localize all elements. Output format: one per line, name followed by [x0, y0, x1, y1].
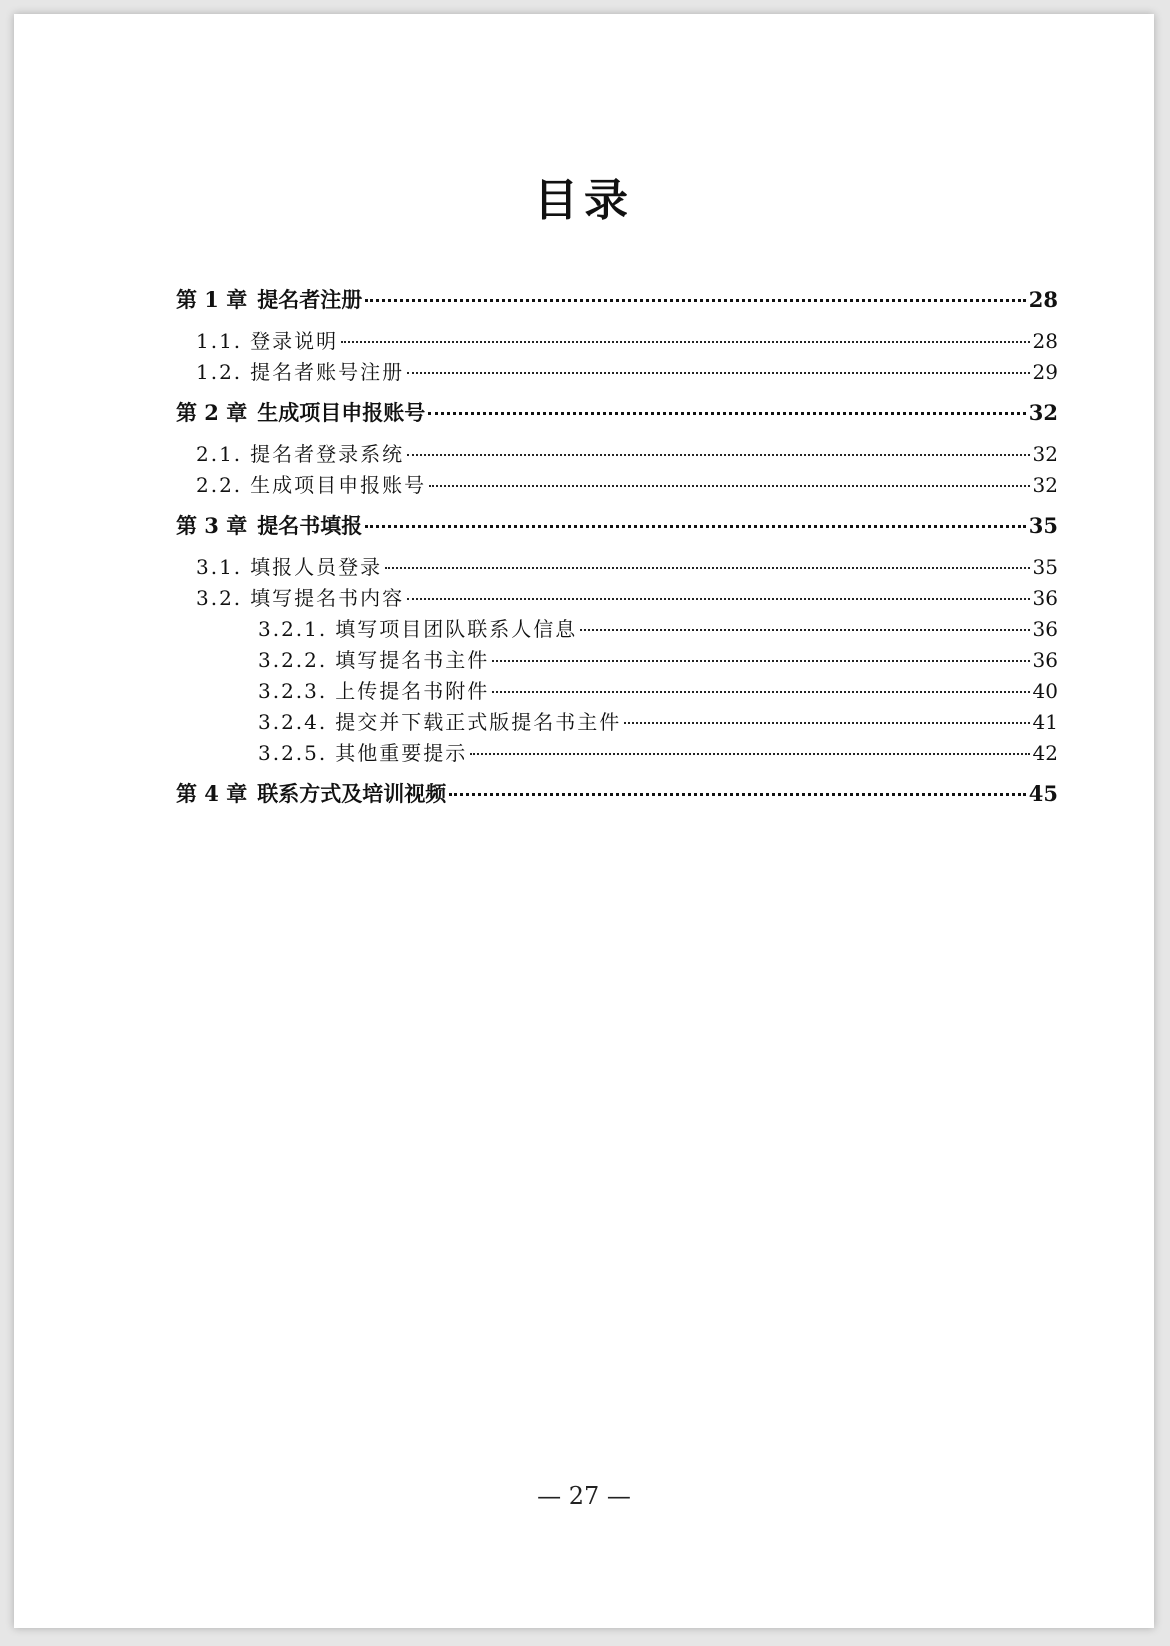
toc-section-entry[interactable]	[176, 737, 1058, 768]
toc-chapter-entry[interactable]	[176, 778, 1058, 809]
toc-entry-title: 填写提名书主件	[335, 648, 490, 672]
toc-section-entry[interactable]	[176, 644, 1058, 675]
toc-entry-page: 36	[1032, 617, 1058, 641]
toc-entry-number: 2.1.	[196, 442, 243, 466]
toc-entry-title: 联系方式及培训视频	[257, 781, 447, 806]
toc-section-entry[interactable]	[176, 325, 1058, 356]
toc-entry-number: 第 1 章	[176, 287, 248, 312]
toc-entry-page: 36	[1032, 648, 1058, 672]
toc-entry-title: 提名者账号注册	[250, 360, 405, 384]
toc-entry-number: 3.2.4.	[258, 710, 328, 734]
toc-entry-title: 登录说明	[250, 329, 339, 353]
toc-entry-title: 上传提名书附件	[335, 679, 490, 703]
toc-entry-page: 28	[1032, 329, 1058, 353]
toc-chapter-entry[interactable]	[176, 284, 1058, 315]
table-of-contents	[176, 284, 1058, 809]
toc-section-entry[interactable]	[176, 675, 1058, 706]
toc-entry-number: 3.2.2.	[258, 648, 328, 672]
toc-entry-title: 提名者登录系统	[250, 442, 405, 466]
toc-leader-dots	[449, 793, 1026, 796]
toc-entry-page: 28	[1028, 287, 1058, 312]
toc-entry-number: 3.1.	[196, 555, 243, 579]
toc-leader-dots	[407, 454, 1029, 456]
toc-entry-page: 36	[1032, 586, 1058, 610]
toc-entry-title: 填报人员登录	[250, 555, 383, 579]
toc-leader-dots	[385, 567, 1029, 569]
toc-entry-page: 42	[1032, 741, 1058, 765]
toc-entry-number: 第 4 章	[176, 781, 248, 806]
toc-entry-title: 提交并下载正式版提名书主件	[335, 710, 622, 734]
toc-section-entry[interactable]	[176, 469, 1058, 500]
toc-entry-title: 提名书填报	[257, 513, 363, 538]
toc-title: 目录	[534, 175, 634, 226]
toc-entry-title: 生成项目申报账号	[250, 473, 427, 497]
toc-leader-dots	[624, 722, 1029, 724]
toc-entry-number: 3.2.5.	[258, 741, 328, 765]
toc-entry-page: 32	[1028, 400, 1058, 425]
toc-section-entry[interactable]	[176, 613, 1058, 644]
toc-leader-dots	[407, 598, 1029, 600]
toc-entry-number: 3.2.3.	[258, 679, 328, 703]
toc-entry-number: 2.2.	[196, 473, 243, 497]
toc-entry-title: 填写提名书内容	[250, 586, 405, 610]
toc-entry-title: 生成项目申报账号	[257, 400, 426, 425]
toc-leader-dots	[492, 660, 1029, 662]
toc-entry-number: 第 2 章	[176, 400, 248, 425]
toc-entry-page: 40	[1032, 679, 1058, 703]
toc-entry-number: 3.2.1.	[258, 617, 328, 641]
toc-leader-dots	[429, 485, 1029, 487]
toc-leader-dots	[365, 525, 1026, 528]
toc-entry-title: 提名者注册	[257, 287, 363, 312]
page-number: — 27 —	[537, 1482, 631, 1510]
toc-section-entry[interactable]	[176, 706, 1058, 737]
toc-leader-dots	[407, 372, 1029, 374]
toc-leader-dots	[341, 341, 1029, 343]
toc-leader-dots	[470, 753, 1029, 755]
toc-chapter-entry[interactable]	[176, 510, 1058, 541]
toc-entry-page: 29	[1032, 360, 1058, 384]
toc-entry-page: 35	[1032, 555, 1058, 579]
toc-entry-page: 45	[1028, 781, 1058, 806]
toc-entry-page: 32	[1032, 442, 1058, 466]
toc-section-entry[interactable]	[176, 356, 1058, 387]
toc-chapter-entry[interactable]	[176, 397, 1058, 428]
toc-entry-number: 第 3 章	[176, 513, 248, 538]
toc-entry-page: 32	[1032, 473, 1058, 497]
toc-entry-number: 1.2.	[196, 360, 243, 384]
toc-section-entry[interactable]	[176, 438, 1058, 469]
toc-leader-dots	[492, 691, 1029, 693]
toc-entry-number: 3.2.	[196, 586, 243, 610]
toc-entry-title: 其他重要提示	[335, 741, 468, 765]
toc-leader-dots	[365, 299, 1026, 302]
toc-entry-page: 35	[1028, 513, 1058, 538]
document-page	[14, 14, 1154, 1628]
toc-leader-dots	[428, 412, 1026, 415]
toc-leader-dots	[580, 629, 1029, 631]
toc-section-entry[interactable]	[176, 551, 1058, 582]
toc-section-entry[interactable]	[176, 582, 1058, 613]
toc-entry-title: 填写项目团队联系人信息	[335, 617, 578, 641]
toc-entry-page: 41	[1032, 710, 1058, 734]
toc-entry-number: 1.1.	[196, 329, 243, 353]
